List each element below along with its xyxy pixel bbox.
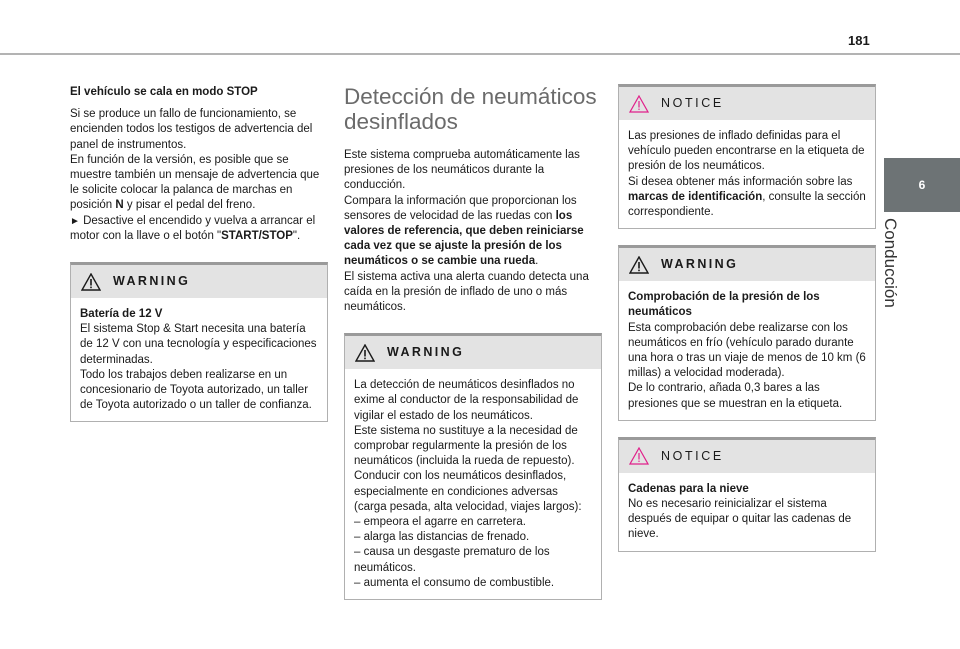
warning-triangle-icon: [355, 344, 375, 362]
warning-body: [345, 369, 601, 599]
notice1-p2-end: , consulte la sección correspondiente.: [628, 190, 866, 219]
tpms-p2-end: .: [535, 255, 539, 268]
warning-header: [345, 336, 601, 369]
cold-check-p2: De lo contrario, añada 0,3 bares a las presiones que se muestran en la etiqueta.: [628, 382, 843, 410]
list-item: – aumenta el consumo de combustible.: [354, 576, 555, 589]
warning-header: [619, 248, 875, 281]
stall-p3-button: START/STOP: [221, 229, 293, 242]
section-title: Detección de neumáticos desinflados: [344, 84, 597, 134]
stall-p2: [70, 153, 328, 214]
list-item: – alarga las distancias de frenado.: [354, 531, 530, 544]
list-item: – causa un desgaste prematuro de los neumáticos.: [354, 546, 550, 574]
notice-body: [619, 120, 875, 228]
tpms-warn-p2: Este sistema no sustituye a la necesidad de comprobar regularmente la presión de los neumáticos (incluida la rueda de repuesto).: [354, 424, 578, 468]
pressure-notice-box: [618, 84, 876, 229]
snow-chains-p1: No es necesario reinicializar el sistema después de equipar o quitar las cadenas de nieve.: [628, 498, 852, 541]
battery-p2: Todo los trabajos deben realizarse en un concesionario de Toyota autorizado, un taller de Toyota autorizado o un taller de confianza.: [80, 368, 312, 412]
chapter-label: Conducción: [881, 218, 900, 308]
tpms-p2-text: Compara la información que proporcionan los sensores de velocidad de las ruedas con: [344, 194, 577, 222]
warning-body: [619, 281, 875, 420]
tpms-p2: [344, 194, 602, 270]
warning-label: WARNING: [387, 345, 465, 360]
page-number: 181: [848, 33, 870, 48]
cold-check-p1: Esta comprobación debe realizarse con los neumáticos en frío (vehículo parado durante una hora o tras un viaje de menos de 10 km (6 millas) a velocidad moderada).: [628, 321, 866, 380]
notice-header: [619, 440, 875, 473]
battery-title: Batería de 12 V: [80, 308, 163, 321]
cold-check-warning-box: [618, 245, 876, 421]
notice-body: [619, 473, 875, 551]
warning-label: WARNING: [661, 257, 739, 272]
notice-header: [619, 87, 875, 120]
notice1-p2-bold: marcas de identificación: [628, 190, 763, 203]
stall-p1: Si se produce un fallo de funcionamiento, se encienden todos los testigos de advertencia del panel de instrumentos.: [70, 108, 313, 151]
stall-p2-end: y pisar el pedal del freno.: [123, 199, 256, 212]
stall-p2-gear: N: [115, 199, 124, 212]
tpms-p3: El sistema activa una alerta cuando detecta una caída en la presión de inflado de uno o más neumáticos.: [344, 270, 589, 314]
column-3: [618, 84, 876, 552]
warning-triangle-icon: [629, 256, 649, 274]
header-rule: [0, 53, 960, 55]
stall-p2-text: En función de la versión, es posible que se muestre también un mensaje de advertencia que le solicite colocar la palanca de marchas en posición: [70, 153, 320, 212]
tpms-warn-p1: La detección de neumáticos desinflados no exime al conductor de la responsabilidad de vigilar el estado de los neumáticos.: [354, 379, 579, 422]
notice-label: NOTICE: [661, 95, 724, 110]
notice1-p2-text: Si desea obtener más información sobre las: [628, 175, 853, 188]
chapter-label-wrap: [880, 218, 920, 328]
warning-triangle-icon: [81, 273, 101, 291]
stall-p3-text: Desactive el encendido y vuelva a arrancar el motor con la llave o el botón ": [70, 214, 316, 242]
column-2: [344, 84, 602, 600]
cold-check-title: Comprobación de la presión de los neumáticos: [628, 291, 820, 319]
tpms-p1: Este sistema comprueba automáticamente las presiones de los neumáticos durante la conducción.: [344, 149, 580, 192]
tpms-warn-p3: Conducir con los neumáticos desinflados, especialmente en condiciones adversas (carga pesada, alta velocidad, viajes largos):: [354, 470, 582, 513]
snow-chains-title: Cadenas para la nieve: [628, 482, 749, 495]
notice-triangle-icon: [629, 447, 649, 465]
list-item: – empeora el agarre en carretera.: [354, 516, 526, 529]
arrow-bullet-icon: ►: [70, 215, 80, 227]
column-1: [70, 85, 328, 422]
stall-p3-end: ".: [292, 229, 301, 242]
notice1-p2: [628, 175, 866, 221]
battery-warning-box: [70, 262, 328, 422]
tpms-p2-bold: los valores de referencia, que deben reiniciarse cada vez que se ajuste la presión de los neumáticos o se cambie una rueda: [344, 209, 584, 268]
notice-triangle-icon: [629, 95, 649, 113]
stall-heading: El vehículo se cala en modo STOP: [70, 86, 258, 98]
warning-label: WARNING: [113, 273, 191, 288]
stall-p3: [70, 214, 328, 244]
chapter-tab[interactable]: [884, 158, 960, 212]
warning-header: [71, 265, 327, 298]
snow-chains-notice-box: [618, 437, 876, 552]
chapter-number: 6: [918, 178, 926, 192]
battery-p1: El sistema Stop & Start necesita una batería de 12 V con una tecnología y especificaciones determinadas.: [80, 323, 317, 366]
notice1-p1: Las presiones de inflado definidas para el vehículo pueden encontrarse en la etiqueta de presión de los neumáticos.: [628, 130, 865, 173]
warning-body: [71, 298, 327, 421]
notice-label: NOTICE: [661, 448, 724, 463]
tpms-warning-box: [344, 333, 602, 600]
